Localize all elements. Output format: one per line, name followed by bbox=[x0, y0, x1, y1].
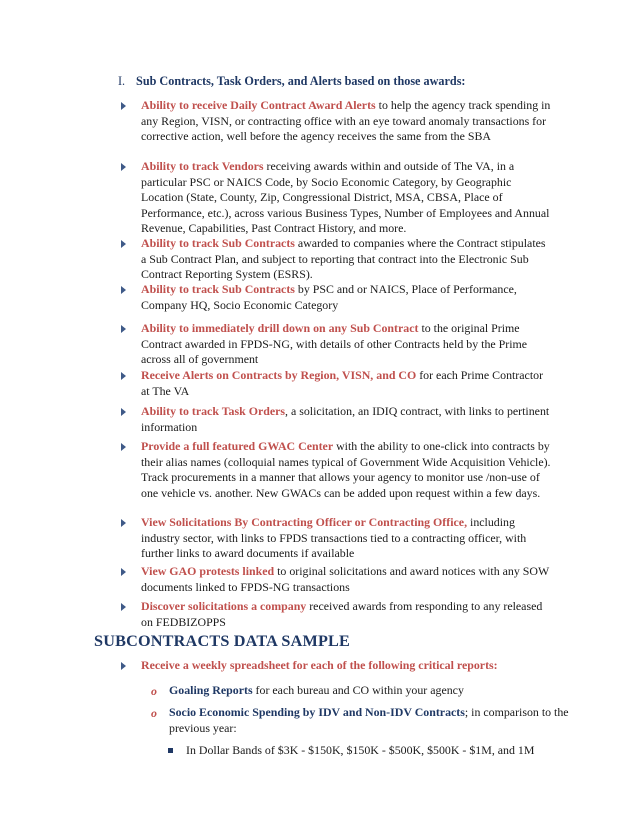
arrow-bullet-icon bbox=[121, 408, 126, 416]
list-item bbox=[121, 98, 551, 145]
list-item bbox=[121, 439, 551, 501]
bullet-highlight: View Solicitations By Contracting Officer or Contracting Office, bbox=[141, 515, 468, 529]
square-bullet-icon bbox=[168, 748, 173, 753]
list-item bbox=[121, 321, 551, 368]
list-item bbox=[121, 564, 551, 595]
bullet-highlight: View GAO protests linked bbox=[141, 564, 275, 578]
bullet-highlight: Ability to track Vendors bbox=[141, 159, 264, 173]
arrow-bullet-icon bbox=[121, 443, 126, 451]
bullet-text: to help the agency track spending in any Region, VISN, or contracting office with an eye toward anomaly transactions for corrective action, well before the agency receives the same from the SBA bbox=[141, 98, 551, 144]
subitem-highlight: Socio Economic Spending by IDV and Non-IDV Contracts bbox=[169, 705, 465, 719]
circle-bullet-icon: o bbox=[151, 684, 157, 698]
bullet-highlight: Receive Alerts on Contracts by Region, VISN, and CO bbox=[141, 368, 417, 382]
bullet-text: , a solicitation, an IDIQ contract, with links to pertinent information bbox=[141, 404, 550, 434]
arrow-bullet-icon bbox=[121, 240, 126, 248]
square-list-item bbox=[166, 743, 566, 759]
square-item-text: In Dollar Bands of $3K - $150K, $150K - $500K, $500K - $1M, and 1M bbox=[186, 743, 535, 757]
list-item bbox=[121, 236, 551, 283]
subitem-highlight: Goaling Reports bbox=[169, 683, 253, 697]
bullet-text: to original solicitations and award notices with any SOW documents linked to FPDS-NG transactions bbox=[141, 564, 549, 594]
bullet-highlight: Ability to track Sub Contracts bbox=[141, 282, 295, 296]
bullet-highlight: Ability to immediately drill down on any Sub Contract bbox=[141, 321, 419, 335]
list-item bbox=[121, 599, 551, 630]
list-item bbox=[121, 282, 551, 313]
bullet-text: to the original Prime Contract awarded in FPDS-NG, with details of other Contracts held by the Prime across all of government bbox=[141, 321, 528, 367]
list-item bbox=[121, 658, 551, 674]
bullet-highlight: Receive a weekly spreadsheet for each of the following critical reports: bbox=[141, 658, 498, 672]
bullet-text: awarded to companies where the Contract stipulates a Sub Contract Plan, and subject to reporting that contract into the Electronic Sub Contract Reporting System (ESRS). bbox=[141, 236, 546, 282]
bullet-text: by PSC and or NAICS, Place of Performance, Company HQ, Socio Economic Category bbox=[141, 282, 517, 312]
arrow-bullet-icon bbox=[121, 325, 126, 333]
arrow-bullet-icon bbox=[121, 603, 126, 611]
bullet-text: including industry sector, with links to FPDS transactions tied to a contracting officer, with further links to award documents if available bbox=[141, 515, 527, 561]
list-item bbox=[121, 159, 551, 237]
bullet-text: received awards from responding to any released on FEDBIZOPPS bbox=[141, 599, 543, 629]
arrow-bullet-icon bbox=[121, 102, 126, 110]
bullet-highlight: Ability to receive Daily Contract Award Alerts bbox=[141, 98, 376, 112]
heading-text: Sub Contracts, Task Orders, and Alerts based on those awards: bbox=[136, 74, 466, 88]
circle-bullet-icon: o bbox=[151, 706, 157, 720]
arrow-bullet-icon bbox=[121, 163, 126, 171]
arrow-bullet-icon bbox=[121, 372, 126, 380]
arrow-bullet-icon bbox=[121, 286, 126, 294]
sub-list-item bbox=[147, 705, 569, 736]
list-item bbox=[121, 368, 551, 399]
subitem-text: ; in comparison to the previous year: bbox=[169, 705, 569, 735]
list-item bbox=[121, 404, 551, 435]
bullet-text: receiving awards within and outside of The VA, in a particular PSC or NAICS Code, by Socio Economic Category, by Geographic Location (State, County, Zip, Congressional District, MSA, CBSA, Place of Performance, etc.), across various Business Types, Number of Employees and Annual Revenue, Capabilities, Past Contract History, and more. bbox=[141, 159, 550, 236]
sub-list-item bbox=[147, 683, 569, 699]
section-heading bbox=[118, 74, 598, 90]
list-item bbox=[121, 515, 551, 562]
subitem-text: for each bureau and CO within your agency bbox=[252, 683, 464, 697]
bullet-text: with the ability to one-click into contracts by their alias names (colloquial names typical of Government Wide Acquisition Vehicle). Track procurements in a manner that allows your agency to monitor use /non-use of one vehicle vs. another. New GWACs can be added upon request within a few days. bbox=[141, 439, 551, 500]
bullet-highlight: Provide a full featured GWAC Center bbox=[141, 439, 334, 453]
arrow-bullet-icon bbox=[121, 568, 126, 576]
arrow-bullet-icon bbox=[121, 519, 126, 527]
bullet-highlight: Ability to track Sub Contracts bbox=[141, 236, 295, 250]
bullet-highlight: Discover solicitations a company bbox=[141, 599, 307, 613]
section-title: SUBCONTRACTS DATA SAMPLE bbox=[94, 632, 351, 650]
heading-number: I. bbox=[118, 74, 126, 88]
bullet-text: for each Prime Contractor at The VA bbox=[141, 368, 544, 398]
bullet-highlight: Ability to track Task Orders bbox=[141, 404, 286, 418]
arrow-bullet-icon bbox=[121, 662, 126, 670]
